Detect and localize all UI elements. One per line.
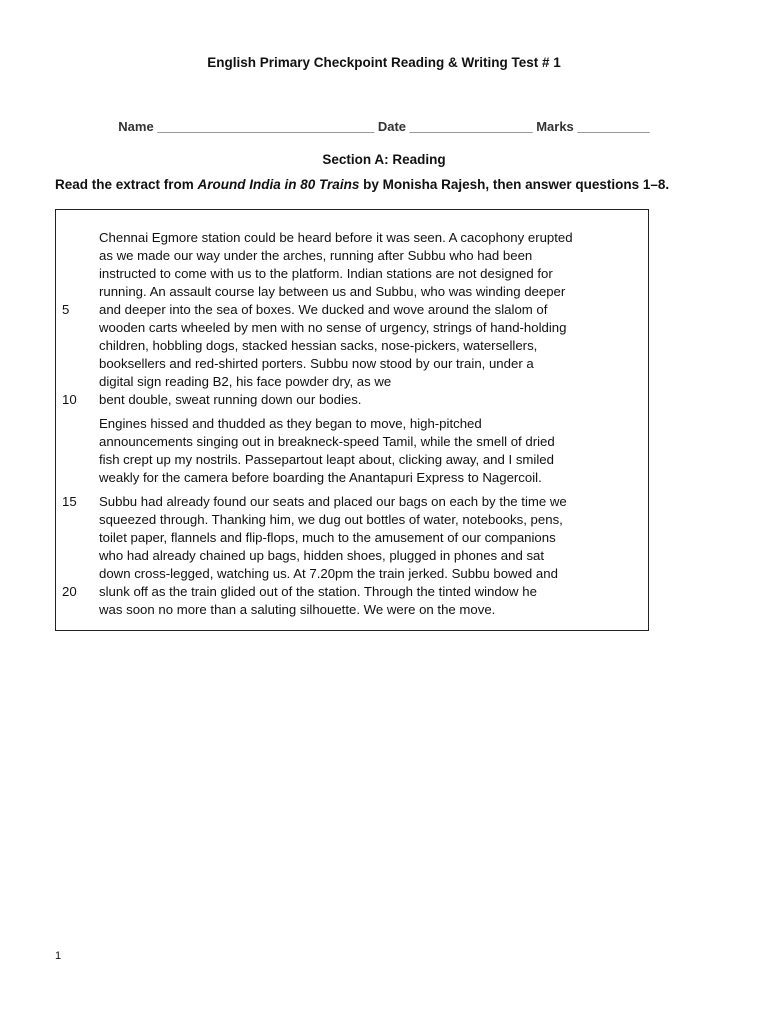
extract-line-text: fish crept up my nostrils. Passepartout leapt about, clicking away, and I smiled	[99, 452, 554, 467]
extract-line	[56, 247, 646, 265]
extract-line	[56, 493, 646, 511]
extract-line-text: was soon no more than a saluting silhouette. We were on the move.	[99, 602, 496, 617]
extract-line-text: toilet paper, flannels and flip-flops, much to the amusement of our companions	[99, 530, 556, 545]
page-number: 1	[55, 950, 62, 962]
extract-line	[56, 469, 646, 487]
line-number: 10	[62, 392, 77, 407]
extract-line	[56, 319, 646, 337]
extract-line	[56, 355, 646, 373]
extract-line	[56, 229, 646, 247]
extract-line-text: Subbu had already found our seats and placed our bags on each by the time we	[99, 494, 567, 509]
student-details-row	[0, 119, 768, 134]
extract-line	[56, 415, 646, 433]
extract-line-text: who had already chained up bags, hidden shoes, plugged in phones and sat	[99, 548, 545, 563]
extract-line-text: as we made our way under the arches, running after Subbu who had been	[99, 248, 533, 263]
extract-line-text: slunk off as the train glided out of the station. Through the tinted window he	[99, 584, 537, 599]
extract-line	[56, 283, 646, 301]
extract-line-text: down cross-legged, watching us. At 7.20pm the train jerked. Subbu bowed and	[99, 566, 558, 581]
date-label: Date	[377, 119, 407, 134]
extract-line-text: Engines hissed and thudded as they began to move, high-pitched	[99, 416, 482, 431]
extract-line-text: weakly for the camera before boarding the Anantapuri Express to Nagercoil.	[99, 470, 542, 485]
section-title: Section A: Reading	[322, 152, 446, 167]
extract-line-text: Chennai Egmore station could be heard before it was seen. A cacophony erupted	[99, 230, 573, 245]
marks-label: Marks	[536, 119, 574, 134]
name-blank: ______________________________	[157, 119, 375, 134]
line-number: 5	[62, 302, 70, 317]
reading-instruction	[55, 177, 755, 192]
extract-line-text: and deeper into the sea of boxes. We ducked and wove around the slalom of	[99, 302, 548, 317]
extract-line	[56, 391, 646, 409]
extract-line-text: children, hobbling dogs, stacked hessian sacks, nose-pickers, watersellers,	[99, 338, 538, 353]
name-label: Name	[118, 119, 154, 134]
extract-line-text: bent double, sweat running down our bodies.	[99, 392, 362, 407]
extract-line	[56, 451, 646, 469]
extract-line-text: announcements singing out in breakneck-speed Tamil, while the smell of dried	[99, 434, 555, 449]
extract-box	[55, 209, 649, 631]
instruction-prefix: Read the extract from	[55, 177, 198, 192]
extract-line-text: booksellers and red-shirted porters. Subbu now stood by our train, under a	[99, 356, 534, 371]
extract-line	[56, 433, 646, 451]
extract-line	[56, 511, 646, 529]
extract-line	[56, 529, 646, 547]
line-number: 15	[62, 494, 77, 509]
test-title: English Primary Checkpoint Reading & Writing Test # 1	[207, 55, 561, 70]
extract-line	[56, 301, 646, 319]
extract-line	[56, 337, 646, 355]
marks-blank: __________	[577, 119, 650, 134]
extract-line-text: instructed to come with us to the platform. Indian stations are not designed for	[99, 266, 553, 281]
extract-line	[56, 583, 646, 601]
extract-line-text: wooden carts wheeled by men with no sense of urgency, strings of hand-holding	[99, 320, 567, 335]
date-blank: _________________	[409, 119, 533, 134]
line-number: 20	[62, 584, 77, 599]
book-title: Around India in 80 Trains	[197, 177, 360, 192]
extract-line	[56, 265, 646, 283]
extract-line-text: squeezed through. Thanking him, we dug out bottles of water, notebooks, pens,	[99, 512, 563, 527]
extract-line	[56, 601, 646, 619]
extract-line-text: digital sign reading B2, his face powder dry, as we	[99, 374, 392, 389]
extract-line-text: running. An assault course lay between us and Subbu, who was winding deeper	[99, 284, 566, 299]
instruction-suffix: by Monisha Rajesh, then answer questions 1–8.	[359, 177, 670, 192]
extract-line	[56, 565, 646, 583]
extract-line	[56, 373, 646, 391]
extract-line	[56, 547, 646, 565]
